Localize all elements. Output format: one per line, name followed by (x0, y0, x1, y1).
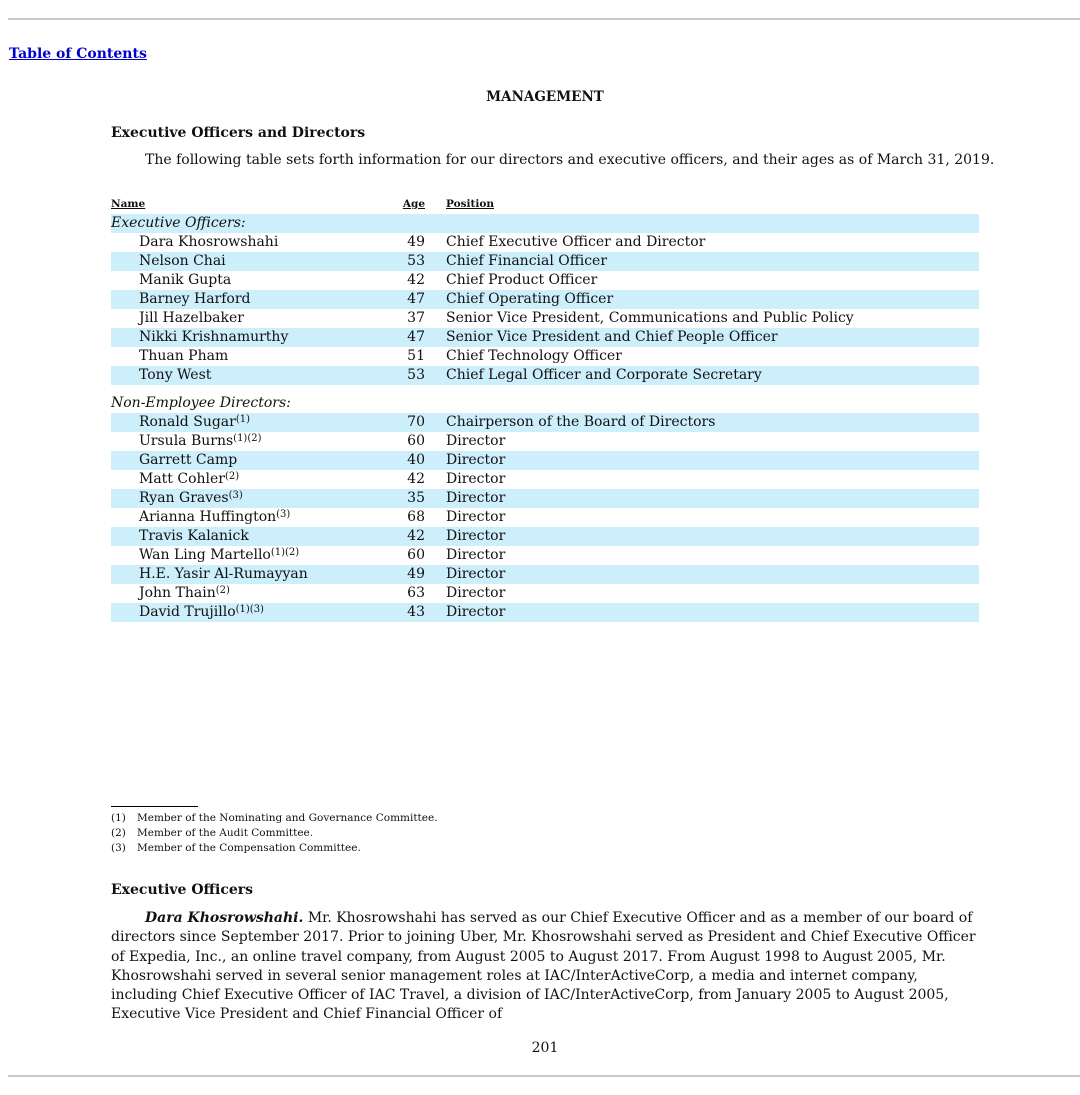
table-row (111, 271, 979, 290)
person-name: David Trujillo (139, 604, 236, 620)
page-number: 201 (531, 1040, 559, 1056)
bio-text: Mr. Khosrowshahi has served as our Chief Executive Officer and as a member of our board of directors since September 2017. Prior to joining Uber, Mr. Khosrowshahi served as President and Chief Executive Officer of Expedia, Inc., an online travel company, from August 2005 to August 2017. From August 1998 to August 2005, Mr. Khosrowshahi served in several senior management roles at IAC/InterActiveCorp, a media and internet company, including Chief Executive Officer of IAC Travel, a division of IAC/InterActiveCorp, from January 2005 to August 2005, Executive Vice President and Chief Financial Officer of (111, 910, 976, 1023)
top-divider (8, 18, 1080, 20)
person-position: Chief Legal Officer and Corporate Secretary (446, 366, 979, 385)
person-position: Chief Financial Officer (446, 252, 979, 271)
footnote-marker: (1) (235, 414, 251, 425)
person-name: Travis Kalanick (139, 528, 249, 544)
person-position: Chief Product Officer (446, 272, 598, 288)
person-age: 47 (397, 290, 425, 309)
person-age: 37 (407, 310, 425, 326)
group-row-directors (111, 394, 979, 413)
person-position: Senior Vice President and Chief People Officer (446, 328, 979, 347)
table-row (111, 413, 979, 432)
person-age: 42 (407, 272, 425, 288)
person-age: 51 (407, 348, 425, 364)
person-position: Senior Vice President, Communications and Public Policy (446, 310, 854, 326)
person-age: 47 (397, 328, 425, 347)
table-row (111, 489, 979, 508)
person-name: John Thain (139, 585, 216, 601)
bio-paragraph (111, 909, 979, 1025)
table-row (111, 309, 979, 328)
table-row (111, 603, 979, 622)
person-age: 60 (407, 547, 425, 563)
table-row (111, 565, 979, 584)
person-name: Matt Cohler (139, 471, 225, 487)
person-name: Thuan Pham (139, 348, 229, 364)
person-position: Chief Executive Officer and Director (446, 234, 706, 250)
header-age: Age (402, 198, 425, 210)
table-row (111, 451, 979, 470)
table-of-contents-link[interactable]: Table of Contents (9, 46, 147, 62)
person-position: Director (446, 471, 506, 487)
person-name: Ronald Sugar (139, 414, 236, 430)
person-name: Arianna Huffington (139, 509, 277, 525)
footnote-marker: (3) (276, 509, 291, 520)
spacer-row (111, 385, 979, 394)
footnote-marker: (2) (215, 585, 230, 596)
bottom-divider (8, 1075, 1080, 1077)
person-age: 70 (397, 413, 425, 432)
person-position: Director (446, 451, 979, 470)
person-position: Director (446, 509, 506, 525)
person-age: 35 (397, 489, 425, 508)
footnote: (2) Member of the Audit Committee. (111, 827, 314, 839)
table-row (111, 508, 979, 527)
person-position: Director (446, 433, 506, 449)
person-age: 49 (407, 234, 425, 250)
table-row (111, 432, 979, 451)
person-name: Garrett Camp (139, 452, 238, 468)
bio-lead-name: Dara Khosrowshahi. (145, 910, 304, 926)
person-age: 53 (397, 252, 425, 271)
table-row (111, 233, 979, 252)
table-row (111, 584, 979, 603)
table-row (111, 252, 979, 271)
footnote: (1) Member of the Nominating and Governance Committee. (111, 812, 438, 824)
person-position: Director (446, 603, 979, 622)
person-age: 63 (407, 585, 425, 601)
person-position: Director (446, 489, 979, 508)
group-row-executive (111, 214, 979, 233)
person-age: 53 (397, 366, 425, 385)
person-name: Jill Hazelbaker (139, 310, 244, 326)
footnote-rule (111, 806, 198, 807)
person-name: Ursula Burns (139, 433, 234, 449)
person-age: 49 (397, 565, 425, 584)
section-title: MANAGEMENT (486, 89, 604, 105)
footnote-marker: (3) (228, 490, 243, 501)
header-position: Position (446, 198, 494, 210)
table-row (111, 347, 979, 366)
table-header-row (111, 194, 979, 214)
footnote-marker: (1)(2) (270, 547, 300, 558)
person-age: 68 (407, 509, 425, 525)
person-position: Chairperson of the Board of Directors (446, 413, 979, 432)
person-name: Tony West (139, 367, 212, 383)
table-row (111, 328, 979, 347)
person-name: Nelson Chai (139, 253, 226, 269)
person-name: H.E. Yasir Al-Rumayyan (139, 566, 308, 582)
footnote: (3) Member of the Compensation Committee. (111, 842, 361, 854)
table-row (111, 290, 979, 309)
table-row (111, 470, 979, 489)
person-position: Director (446, 585, 506, 601)
person-position: Director (446, 565, 979, 584)
header-name: Name (111, 198, 146, 210)
person-position: Director (446, 547, 506, 563)
person-age: 43 (397, 603, 425, 622)
person-position: Chief Operating Officer (446, 290, 979, 309)
person-name: Dara Khosrowshahi (139, 234, 279, 250)
person-position: Chief Technology Officer (446, 348, 622, 364)
group-label: Non-Employee Directors: (111, 395, 291, 411)
person-name: Nikki Krishnamurthy (139, 329, 289, 345)
intro-paragraph: The following table sets forth information for our directors and executive officers, and their ages as of March 31, 2019. (145, 152, 995, 168)
group-label: Executive Officers: (111, 214, 387, 233)
footnote-marker: (1)(2) (233, 433, 262, 444)
person-name: Ryan Graves (139, 490, 229, 506)
footnote-marker: (1)(3) (235, 604, 264, 615)
exec-dir-heading: Executive Officers and Directors (111, 125, 366, 141)
officers-directors-table (111, 194, 979, 622)
table-row (111, 366, 979, 385)
person-age: 42 (397, 527, 425, 546)
table-row (111, 527, 979, 546)
table-row (111, 546, 979, 565)
person-name: Wan Ling Martello (139, 547, 271, 563)
person-name: Barney Harford (139, 291, 251, 307)
person-position: Director (446, 527, 979, 546)
person-age: 42 (407, 471, 425, 487)
executive-officers-heading: Executive Officers (111, 882, 254, 898)
person-age: 40 (397, 451, 425, 470)
footnote-marker: (2) (225, 471, 240, 482)
person-name: Manik Gupta (139, 272, 232, 288)
person-age: 60 (407, 433, 425, 449)
